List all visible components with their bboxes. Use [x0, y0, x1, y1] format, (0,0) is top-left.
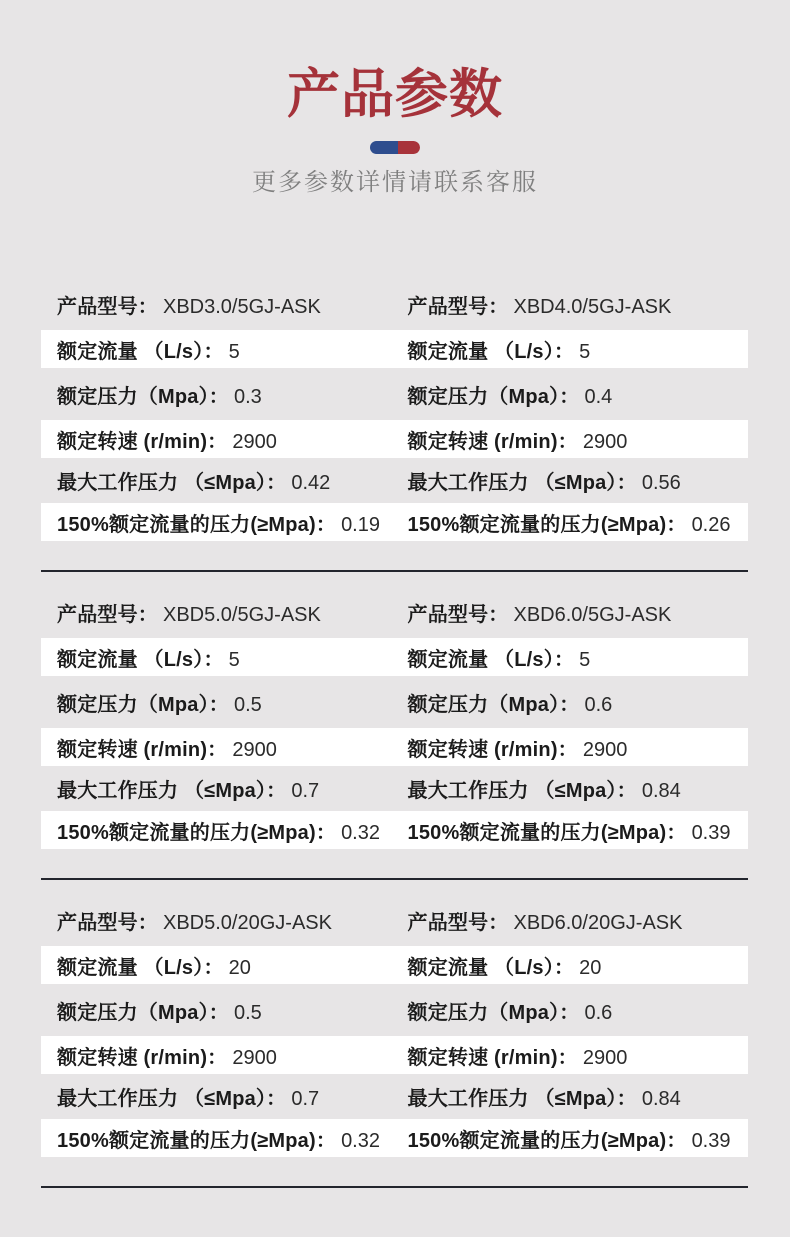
- spec-value: 0.5: [234, 1001, 262, 1024]
- pill-red-segment: [398, 141, 421, 154]
- spec-label: 额定流量 （L/s）：: [57, 648, 224, 671]
- spec-label: 最大工作压力 （≤Mpa）：: [57, 780, 287, 802]
- section-divider-line: [41, 1186, 748, 1188]
- spec-label: 额定压力（Mpa）：: [407, 1001, 580, 1024]
- spec-table-3: [41, 894, 748, 1157]
- spec-table-2: [41, 586, 748, 849]
- table-row: [41, 766, 748, 811]
- spec-value: 0.5: [234, 693, 262, 716]
- pill-blue-segment: [370, 141, 398, 154]
- spec-label: 150%额定流量的压力(≥Mpa)：: [57, 821, 337, 844]
- table-row: [41, 728, 748, 766]
- spec-value: 0.32: [341, 821, 380, 844]
- spec-cell: [395, 774, 749, 803]
- table-row: [41, 1074, 748, 1119]
- spec-cell: [395, 425, 749, 454]
- spec-value: 5: [579, 340, 591, 363]
- spec-label: 额定转速 (r/min)：: [57, 1046, 228, 1069]
- spec-cell: [41, 688, 395, 717]
- table-row: [41, 278, 748, 330]
- spec-cell: [41, 335, 395, 364]
- spec-label: 额定流量 （L/s）：: [407, 956, 575, 979]
- table-row: [41, 984, 748, 1036]
- spec-cell: [41, 906, 395, 935]
- spec-value: 2900: [582, 738, 628, 761]
- spec-value: 0.7: [291, 780, 320, 802]
- table-row: [41, 330, 748, 368]
- spec-value: 0.84: [641, 780, 681, 802]
- spec-value: XBD3.0/5GJ-ASK: [163, 295, 321, 318]
- spec-cell: [395, 688, 749, 717]
- table-row: [41, 368, 748, 420]
- table-row: [41, 676, 748, 728]
- spec-label: 产品型号：: [57, 295, 158, 318]
- spec-cell: [41, 733, 395, 762]
- spec-label: 最大工作压力 （≤Mpa）：: [407, 472, 637, 494]
- spec-label: 产品型号：: [57, 911, 158, 934]
- spec-value: XBD4.0/5GJ-ASK: [513, 295, 672, 318]
- spec-label: 额定转速 (r/min)：: [57, 738, 228, 761]
- spec-label: 额定流量 （L/s）：: [407, 340, 575, 363]
- spec-label: 额定转速 (r/min)：: [407, 738, 578, 761]
- spec-cell: [395, 906, 749, 935]
- spec-label: 最大工作压力 （≤Mpa）：: [407, 780, 637, 802]
- spec-label: 产品型号：: [407, 295, 509, 318]
- spec-label: 额定流量 （L/s）：: [57, 340, 224, 363]
- table-row: [41, 420, 748, 458]
- spec-value: 0.6: [584, 693, 613, 716]
- spec-label: 150%额定流量的压力(≥Mpa)：: [407, 513, 687, 536]
- table-row: [41, 1036, 748, 1074]
- spec-value: 2900: [232, 738, 277, 761]
- spec-value: 20: [228, 956, 251, 979]
- spec-cell: [41, 290, 395, 319]
- spec-cell: [395, 996, 749, 1025]
- spec-cell: [395, 816, 749, 845]
- header: [0, 0, 790, 196]
- spec-label: 额定压力（Mpa）：: [407, 693, 580, 716]
- spec-value: 2900: [232, 1046, 277, 1069]
- spec-value: XBD6.0/5GJ-ASK: [513, 603, 672, 626]
- spec-value: 0.39: [691, 821, 731, 844]
- spec-cell: [41, 598, 395, 627]
- title-divider-pill: [370, 141, 420, 154]
- spec-table-1: [41, 278, 748, 541]
- spec-label: 最大工作压力 （≤Mpa）：: [57, 1088, 287, 1110]
- spec-label: 额定转速 (r/min)：: [57, 430, 228, 453]
- spec-value: 0.56: [641, 472, 681, 494]
- spec-label: 最大工作压力 （≤Mpa）：: [407, 1088, 637, 1110]
- subtitle: 更多参数详情请联系客服: [252, 169, 538, 196]
- spec-value: 0.42: [291, 472, 331, 494]
- spec-cell: [41, 1124, 395, 1153]
- spec-label: 额定压力（Mpa）：: [57, 1001, 229, 1024]
- spec-cell: [41, 1082, 395, 1111]
- spec-label: 额定压力（Mpa）：: [57, 693, 229, 716]
- section-divider-line: [41, 570, 748, 572]
- page-title: 产品参数: [287, 65, 503, 124]
- spec-cell: [395, 335, 749, 364]
- spec-label: 150%额定流量的压力(≥Mpa)：: [407, 821, 687, 844]
- spec-value: 0.26: [691, 513, 731, 536]
- spec-cell: [395, 733, 749, 762]
- spec-value: 0.7: [291, 1088, 320, 1110]
- spec-value: 0.6: [584, 1001, 613, 1024]
- spec-value: 20: [579, 956, 602, 979]
- spec-cell: [395, 643, 749, 672]
- spec-cell: [41, 1041, 395, 1070]
- spec-cell: [41, 643, 395, 672]
- spec-cell: [395, 951, 749, 980]
- spec-cell: [41, 816, 395, 845]
- spec-cell: [395, 598, 749, 627]
- table-row: [41, 503, 748, 541]
- spec-value: 0.4: [584, 385, 613, 408]
- spec-cell: [395, 466, 749, 495]
- spec-label: 额定流量 （L/s）：: [57, 956, 224, 979]
- spec-value: 5: [228, 340, 240, 363]
- spec-label: 最大工作压力 （≤Mpa）：: [57, 472, 287, 494]
- spec-label: 额定压力（Mpa）：: [407, 385, 580, 408]
- spec-value: XBD5.0/20GJ-ASK: [163, 911, 332, 934]
- spec-cell: [41, 951, 395, 980]
- spec-label: 额定转速 (r/min)：: [407, 1046, 578, 1069]
- spec-label: 额定压力（Mpa）：: [57, 385, 229, 408]
- spec-value: XBD5.0/5GJ-ASK: [163, 603, 321, 626]
- table-row: [41, 1119, 748, 1157]
- table-row: [41, 458, 748, 503]
- spec-value: 0.84: [641, 1088, 681, 1110]
- spec-cell: [41, 425, 395, 454]
- spec-cell: [395, 1041, 749, 1070]
- spec-value: 5: [579, 648, 591, 671]
- spec-value: XBD6.0/20GJ-ASK: [513, 911, 683, 934]
- spec-value: 0.3: [234, 385, 262, 408]
- spec-cell: [395, 380, 749, 409]
- spec-cell: [395, 508, 749, 537]
- spec-cell: [395, 1124, 749, 1153]
- spec-value: 0.39: [691, 1129, 731, 1152]
- spec-label: 150%额定流量的压力(≥Mpa)：: [57, 513, 337, 536]
- table-row: [41, 946, 748, 984]
- spec-label: 产品型号：: [407, 911, 509, 934]
- spec-label: 150%额定流量的压力(≥Mpa)：: [407, 1129, 687, 1152]
- spec-value: 0.32: [341, 1129, 380, 1152]
- section-divider-line: [41, 878, 748, 880]
- spec-label: 产品型号：: [407, 603, 509, 626]
- spec-cell: [395, 290, 749, 319]
- table-row: [41, 811, 748, 849]
- spec-label: 150%额定流量的压力(≥Mpa)：: [57, 1129, 337, 1152]
- spec-cell: [41, 508, 395, 537]
- spec-cell: [41, 466, 395, 495]
- spec-value: 2900: [232, 430, 277, 453]
- spec-value: 5: [228, 648, 240, 671]
- table-row: [41, 894, 748, 946]
- spec-value: 2900: [582, 1046, 628, 1069]
- spec-cell: [395, 1082, 749, 1111]
- table-row: [41, 586, 748, 638]
- spec-label: 额定转速 (r/min)：: [407, 430, 578, 453]
- spec-cell: [41, 996, 395, 1025]
- spec-label: 额定流量 （L/s）：: [407, 648, 575, 671]
- spec-cell: [41, 380, 395, 409]
- spec-value: 0.19: [341, 513, 380, 536]
- spec-label: 产品型号：: [57, 603, 158, 626]
- spec-tables: [0, 278, 790, 1188]
- spec-cell: [41, 774, 395, 803]
- spec-value: 2900: [582, 430, 628, 453]
- table-row: [41, 638, 748, 676]
